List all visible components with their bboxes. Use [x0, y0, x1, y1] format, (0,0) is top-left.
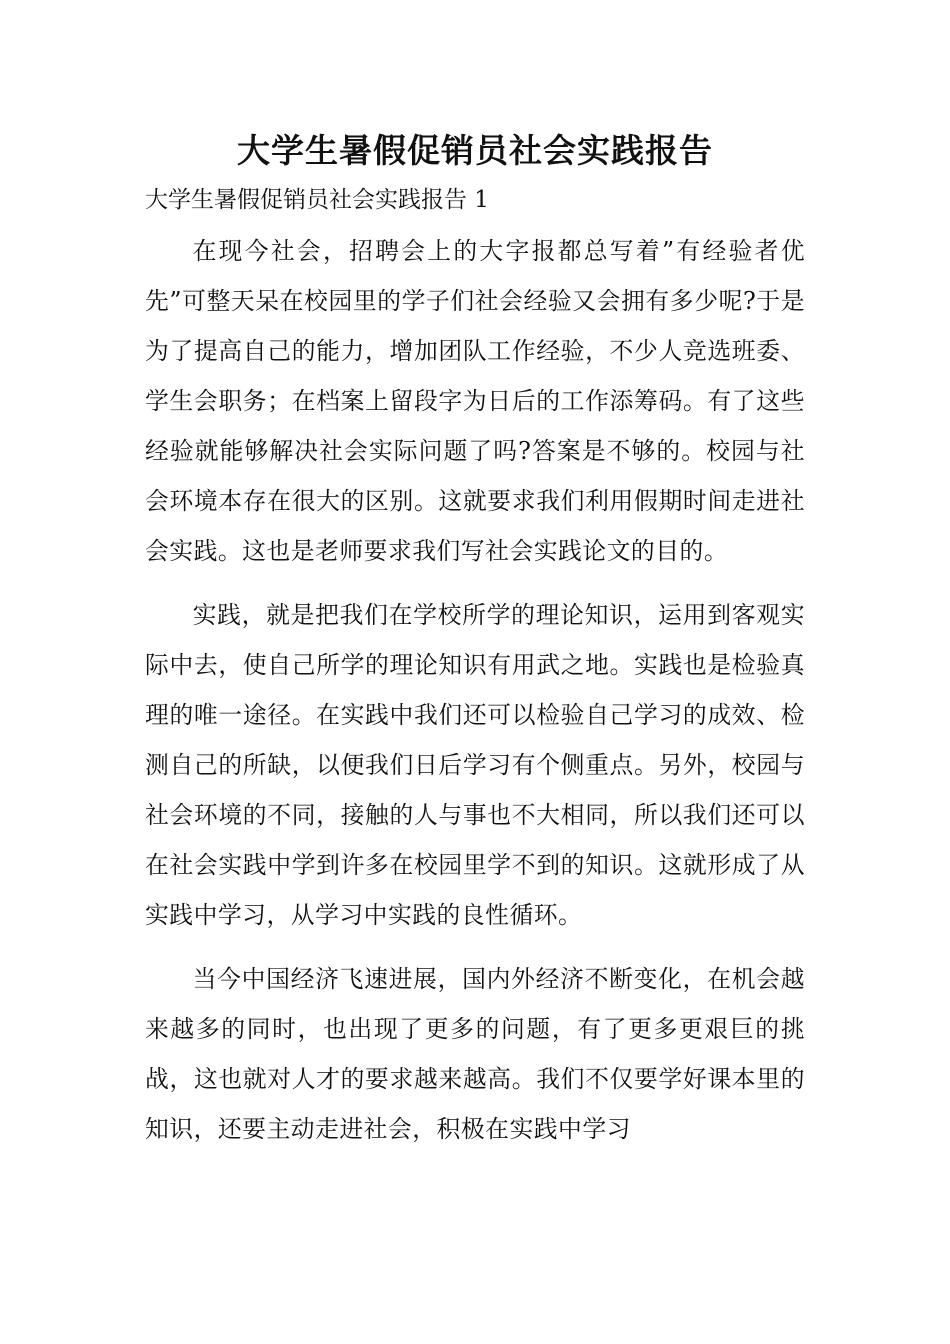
paragraph-1: 在现今社会，招聘会上的大字报都总写着”有经验者优先”可整天呆在校园里的学子们社会经验又会拥有多少呢?于是为了提高自己的能力，增加团队工作经验，不少人竞选班委、学生会职务；在档案上留段字为日后的工作添筹码。有了这些经验就能够解决社会实际问题了吗?答案是不够的。校园与社会环境本存在很大的区别。这就要求我们利用假期时间走进社会实践。这也是老师要求我们写社会实践论文的目的。 [145, 237, 805, 565]
document-title: 大学生暑假促销员社会实践报告 [237, 131, 713, 170]
document-body [145, 226, 805, 1168]
document-subtitle: 大学生暑假促销员社会实践报告 1 [145, 187, 489, 213]
paragraph-3: 当今中国经济飞速进展，国内外经济不断变化，在机会越来越多的同时，也出现了更多的问题，有了更多更艰巨的挑战，这也就对人才的要求越来越高。我们不仅要学好课本里的知识，还要主动走进社会，积极在实践中学习 [145, 965, 805, 1143]
paragraph-2: 实践，就是把我们在学校所学的理论知识，运用到客观实际中去，使自己所学的理论知识有用武之地。实践也是检验真理的唯一途径。在实践中我们还可以检验自己学习的成效、检测自己的所缺，以便我们日后学习有个侧重点。另外，校园与社会环境的不同，接触的人与事也不大相同，所以我们还可以在社会实践中学到许多在校园里学不到的知识。这就形成了从实践中学习，从学习中实践的良性循环。 [145, 601, 805, 929]
